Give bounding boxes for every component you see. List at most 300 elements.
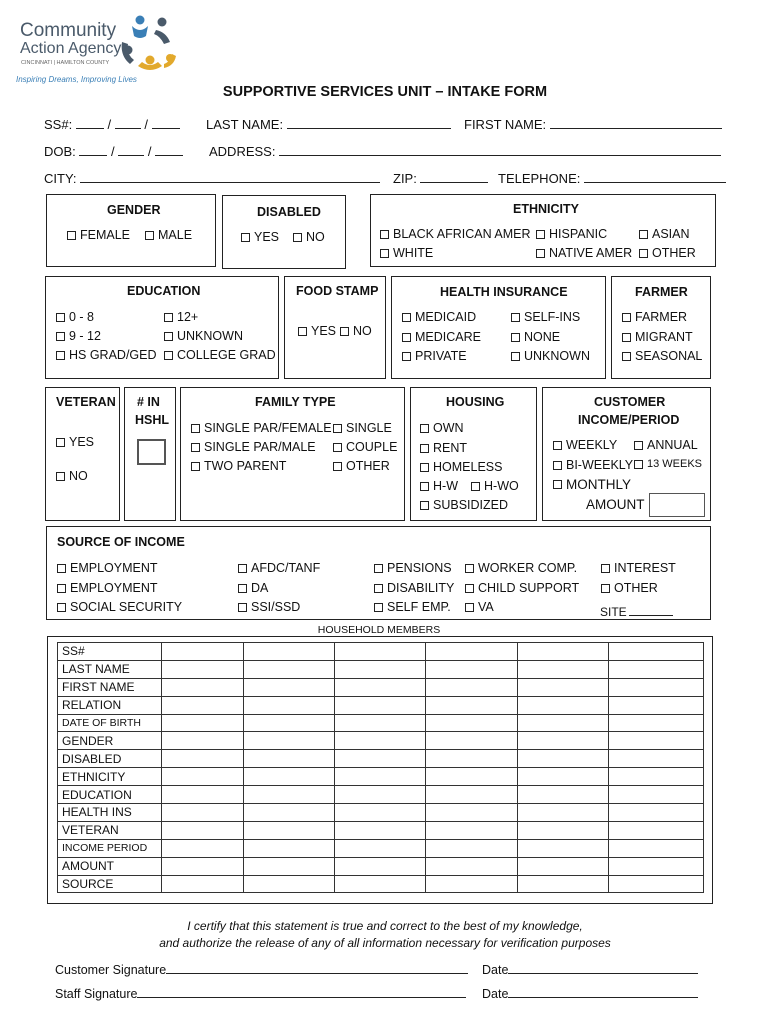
checkbox[interactable]: [56, 313, 65, 322]
housing-rent-option[interactable]: [420, 441, 467, 455]
member-cell[interactable]: [517, 678, 608, 696]
checkbox[interactable]: [238, 584, 247, 593]
education-9-12-option[interactable]: [56, 329, 101, 343]
customer-signature-field[interactable]: [166, 961, 468, 974]
checkbox[interactable]: [622, 333, 631, 342]
member-cell[interactable]: [517, 857, 608, 875]
option-label: WORKER COMP.: [478, 561, 578, 575]
option-label: YES: [311, 324, 337, 338]
health-self-ins-option[interactable]: [511, 310, 580, 324]
member-cell[interactable]: [517, 643, 608, 661]
checkbox[interactable]: [420, 482, 429, 491]
member-cell[interactable]: [517, 732, 608, 750]
family-type-box: [180, 387, 405, 521]
row-label: VETERAN: [58, 821, 162, 839]
last-name-field[interactable]: [287, 116, 451, 129]
checkbox[interactable]: [402, 313, 411, 322]
household-members-box: [47, 636, 713, 904]
option-label: NONE: [524, 330, 561, 344]
member-cell[interactable]: [608, 696, 703, 714]
option-label: 0 - 8: [69, 310, 95, 324]
row-label: EDUCATION: [58, 786, 162, 804]
checkbox[interactable]: [465, 584, 474, 593]
checkbox[interactable]: [57, 584, 66, 593]
member-cell[interactable]: [161, 732, 243, 750]
veteran-no-option[interactable]: [56, 469, 88, 483]
member-cell[interactable]: [608, 839, 703, 857]
checkbox[interactable]: [465, 603, 474, 612]
member-cell[interactable]: [517, 768, 608, 786]
ethnicity-hispanic-option[interactable]: [536, 227, 607, 241]
source-da-option[interactable]: [238, 581, 268, 595]
member-cell[interactable]: [161, 768, 243, 786]
source-va-option[interactable]: [465, 600, 494, 614]
member-cell[interactable]: [161, 643, 243, 661]
checkbox[interactable]: [333, 424, 342, 433]
health-private-option[interactable]: [402, 349, 467, 363]
member-cell[interactable]: [161, 786, 243, 804]
source-of-income-title: SOURCE OF INCOME: [57, 535, 185, 549]
personal-row-1: [44, 116, 180, 132]
option-label: SINGLE: [346, 421, 392, 435]
member-cell[interactable]: [161, 714, 243, 732]
member-cell[interactable]: [243, 786, 334, 804]
household-members-table: [57, 642, 704, 893]
site-field[interactable]: [629, 607, 673, 616]
household-count-field[interactable]: [137, 439, 166, 465]
member-cell[interactable]: [608, 660, 703, 678]
address-label: ADDRESS:: [209, 144, 276, 159]
gender-box: [46, 194, 216, 267]
family-single-male-option[interactable]: [191, 440, 316, 454]
first-name-group: [464, 116, 722, 132]
checkbox[interactable]: [420, 463, 429, 472]
first-name-field[interactable]: [550, 116, 722, 129]
member-cell[interactable]: [608, 678, 703, 696]
housing-homeless-option[interactable]: [420, 460, 502, 474]
veteran-yes-option[interactable]: [56, 435, 94, 449]
table-row: [58, 714, 704, 732]
checkbox[interactable]: [553, 441, 562, 450]
address-field[interactable]: [279, 143, 721, 156]
income-annual-option[interactable]: [634, 438, 698, 452]
checkbox[interactable]: [56, 332, 65, 341]
dob-month-field[interactable]: [79, 143, 107, 156]
member-cell[interactable]: [334, 857, 426, 875]
member-cell[interactable]: [608, 750, 703, 768]
member-cell[interactable]: [426, 714, 518, 732]
checkbox[interactable]: [164, 313, 173, 322]
option-label: OTHER: [614, 581, 658, 595]
checkbox[interactable]: [511, 352, 520, 361]
slash: /: [107, 117, 112, 132]
checkbox[interactable]: [553, 480, 562, 489]
member-cell[interactable]: [334, 643, 426, 661]
staff-date-field[interactable]: [508, 985, 698, 998]
member-cell[interactable]: [517, 821, 608, 839]
member-cell[interactable]: [161, 660, 243, 678]
education-0-8-option[interactable]: [56, 310, 94, 324]
dob-year-field[interactable]: [155, 143, 183, 156]
family-single-option[interactable]: [333, 421, 392, 435]
option-label: H-W: [433, 479, 458, 493]
checkbox[interactable]: [191, 443, 200, 452]
member-cell[interactable]: [517, 750, 608, 768]
ss-label: SS#:: [44, 117, 73, 132]
family-couple-option[interactable]: [333, 440, 397, 454]
ethnicity-other-option[interactable]: [639, 246, 696, 260]
staff-signature-field[interactable]: [137, 985, 466, 998]
member-cell[interactable]: [517, 839, 608, 857]
member-cell[interactable]: [334, 714, 426, 732]
checkbox[interactable]: [56, 438, 65, 447]
customer-signature-label: Customer Signature: [55, 963, 167, 977]
telephone-field[interactable]: [584, 170, 726, 183]
checkbox[interactable]: [634, 460, 643, 469]
income-weekly-option[interactable]: [553, 438, 617, 452]
option-label: ASIAN: [652, 227, 690, 241]
farmer-farmer-option[interactable]: [622, 310, 687, 324]
member-cell[interactable]: [334, 696, 426, 714]
income-monthly-option[interactable]: [553, 477, 631, 492]
member-cell[interactable]: [243, 821, 334, 839]
ethnicity-asian-option[interactable]: [639, 227, 690, 241]
checkbox[interactable]: [420, 501, 429, 510]
checkbox[interactable]: [601, 564, 610, 573]
checkbox[interactable]: [374, 603, 383, 612]
member-cell[interactable]: [243, 696, 334, 714]
member-cell[interactable]: [426, 660, 518, 678]
option-label: NO: [306, 230, 325, 244]
checkbox[interactable]: [56, 472, 65, 481]
member-cell[interactable]: [426, 875, 518, 893]
member-cell[interactable]: [426, 768, 518, 786]
disabled-yes-option[interactable]: [241, 230, 279, 244]
member-cell[interactable]: [243, 857, 334, 875]
checkbox[interactable]: [511, 333, 520, 342]
household-count-title-line1: # IN: [137, 395, 160, 409]
member-cell[interactable]: [608, 875, 703, 893]
checkbox[interactable]: [402, 333, 411, 342]
checkbox[interactable]: [164, 332, 173, 341]
option-label: WEEKLY: [566, 438, 618, 452]
checkbox[interactable]: [402, 352, 411, 361]
checkbox[interactable]: [380, 230, 389, 239]
member-cell[interactable]: [243, 768, 334, 786]
checkbox[interactable]: [465, 564, 474, 573]
member-cell[interactable]: [243, 875, 334, 893]
row-label: FIRST NAME: [58, 678, 162, 696]
education-12plus-option[interactable]: [164, 310, 198, 324]
ss-part2-field[interactable]: [115, 116, 141, 129]
checkbox[interactable]: [164, 351, 173, 360]
source-employment-option[interactable]: [57, 561, 158, 575]
food-stamp-title: FOOD STAMP: [296, 284, 379, 298]
member-cell[interactable]: [161, 857, 243, 875]
housing-h-wo-option[interactable]: [471, 479, 519, 493]
source-afdc-tanf-option[interactable]: [238, 561, 320, 575]
last-name-label: LAST NAME:: [206, 117, 284, 132]
checkbox[interactable]: [238, 564, 247, 573]
table-row: [58, 750, 704, 768]
member-cell[interactable]: [334, 821, 426, 839]
option-label: SINGLE PAR/MALE: [204, 440, 316, 454]
member-cell[interactable]: [334, 875, 426, 893]
option-label: SSI/SSD: [251, 600, 301, 614]
option-label: SELF-INS: [524, 310, 581, 324]
checkbox[interactable]: [241, 233, 250, 242]
checkbox[interactable]: [191, 424, 200, 433]
checkbox[interactable]: [622, 352, 631, 361]
checkbox[interactable]: [57, 564, 66, 573]
ss-part3-field[interactable]: [152, 116, 180, 129]
member-cell[interactable]: [161, 821, 243, 839]
member-cell[interactable]: [243, 660, 334, 678]
agency-tagline: Inspiring Dreams, Improving Lives: [16, 75, 137, 84]
option-label: H-WO: [484, 479, 519, 493]
member-cell[interactable]: [608, 732, 703, 750]
city-field[interactable]: [80, 170, 380, 183]
member-cell[interactable]: [517, 660, 608, 678]
family-single-female-option[interactable]: [191, 421, 332, 435]
checkbox[interactable]: [639, 249, 648, 258]
address-group: [209, 143, 721, 159]
member-cell[interactable]: [243, 732, 334, 750]
member-cell[interactable]: [608, 768, 703, 786]
member-cell[interactable]: [334, 786, 426, 804]
health-unknown-option[interactable]: [511, 349, 590, 363]
row-label: HEALTH INS: [58, 804, 162, 822]
health-none-option[interactable]: [511, 330, 560, 344]
member-cell[interactable]: [243, 804, 334, 822]
member-cell[interactable]: [161, 875, 243, 893]
row-label: RELATION: [58, 696, 162, 714]
checkbox[interactable]: [333, 443, 342, 452]
source-employment-2-option[interactable]: [57, 581, 158, 595]
customer-date-field[interactable]: [508, 961, 698, 974]
option-label: OTHER: [652, 246, 696, 260]
member-cell[interactable]: [334, 660, 426, 678]
farmer-migrant-option[interactable]: [622, 330, 693, 344]
source-worker-comp-option[interactable]: [465, 561, 577, 575]
member-cell[interactable]: [161, 839, 243, 857]
option-label: SELF EMP.: [387, 600, 451, 614]
zip-field[interactable]: [420, 170, 488, 183]
source-disability-option[interactable]: [374, 581, 454, 595]
checkbox[interactable]: [238, 603, 247, 612]
housing-h-w-option[interactable]: [420, 479, 458, 493]
member-cell[interactable]: [334, 732, 426, 750]
gender-male-option[interactable]: [145, 228, 192, 242]
checkbox[interactable]: [420, 424, 429, 433]
source-child-support-option[interactable]: [465, 581, 579, 595]
member-cell[interactable]: [426, 750, 518, 768]
option-label: HOMELESS: [433, 460, 503, 474]
education-hs-grad-option[interactable]: [56, 348, 157, 362]
member-cell[interactable]: [161, 696, 243, 714]
member-cell[interactable]: [608, 714, 703, 732]
family-two-parent-option[interactable]: [191, 459, 286, 473]
household-count-box: [124, 387, 176, 521]
member-cell[interactable]: [608, 857, 703, 875]
checkbox[interactable]: [293, 233, 302, 242]
checkbox[interactable]: [471, 482, 480, 491]
health-medicare-option[interactable]: [402, 330, 481, 344]
option-label: EMPLOYMENT: [70, 581, 158, 595]
source-self-emp-option[interactable]: [374, 600, 451, 614]
member-cell[interactable]: [608, 643, 703, 661]
table-row: [58, 643, 704, 661]
source-pensions-option[interactable]: [374, 561, 452, 575]
member-cell[interactable]: [426, 804, 518, 822]
option-label: NO: [353, 324, 372, 338]
checkbox[interactable]: [57, 603, 66, 612]
member-cell[interactable]: [608, 821, 703, 839]
checkbox[interactable]: [145, 231, 154, 240]
source-other-option[interactable]: [601, 581, 658, 595]
checkbox[interactable]: [298, 327, 307, 336]
ethnicity-native-option[interactable]: [536, 246, 632, 260]
education-unknown-option[interactable]: [164, 329, 243, 343]
table-row: [58, 839, 704, 857]
source-of-income-box: [46, 526, 711, 620]
member-cell[interactable]: [426, 732, 518, 750]
checkbox[interactable]: [553, 461, 562, 470]
member-cell[interactable]: [426, 696, 518, 714]
source-interest-option[interactable]: [601, 561, 676, 575]
option-label: YES: [254, 230, 280, 244]
checkbox[interactable]: [622, 313, 631, 322]
member-cell[interactable]: [517, 696, 608, 714]
option-label: HISPANIC: [549, 227, 608, 241]
table-row: [58, 678, 704, 696]
member-cell[interactable]: [334, 678, 426, 696]
checkbox[interactable]: [536, 249, 545, 258]
option-label: PRIVATE: [415, 349, 467, 363]
staff-signature-group: [55, 985, 466, 1001]
slash: /: [147, 144, 152, 159]
checkbox[interactable]: [56, 351, 65, 360]
member-cell[interactable]: [426, 857, 518, 875]
farmer-seasonal-option[interactable]: [622, 349, 702, 363]
member-cell[interactable]: [426, 821, 518, 839]
checkbox[interactable]: [374, 584, 383, 593]
option-label: UNKNOWN: [524, 349, 590, 363]
customer-income-title-line2: INCOME/PERIOD: [578, 413, 680, 427]
option-label: BLACK AFRICAN AMER: [393, 227, 531, 241]
housing-own-option[interactable]: [420, 421, 464, 435]
family-other-option[interactable]: [333, 459, 390, 473]
income-13-weeks-option[interactable]: [634, 458, 702, 470]
option-label: HS GRAD/GED: [69, 348, 157, 362]
checkbox[interactable]: [380, 249, 389, 258]
disabled-no-option[interactable]: [293, 230, 325, 244]
member-cell[interactable]: [243, 839, 334, 857]
housing-box: [410, 387, 537, 521]
checkbox[interactable]: [420, 444, 429, 453]
row-label: SOURCE: [58, 875, 162, 893]
amount-field[interactable]: [649, 493, 705, 517]
member-cell[interactable]: [608, 786, 703, 804]
option-label: VA: [478, 600, 494, 614]
customer-income-title-line1: CUSTOMER: [594, 395, 666, 409]
member-cell[interactable]: [334, 750, 426, 768]
member-cell[interactable]: [243, 678, 334, 696]
source-ssi-ssd-option[interactable]: [238, 600, 300, 614]
education-college-option[interactable]: [164, 348, 276, 362]
member-cell[interactable]: [334, 804, 426, 822]
farmer-box: [611, 276, 711, 379]
checkbox[interactable]: [191, 462, 200, 471]
checkbox[interactable]: [333, 462, 342, 471]
option-label: FARMER: [635, 310, 688, 324]
option-label: COUPLE: [346, 440, 398, 454]
option-label: RENT: [433, 441, 468, 455]
member-cell[interactable]: [161, 804, 243, 822]
option-label: SEASONAL: [635, 349, 703, 363]
food-stamp-no-option[interactable]: [340, 324, 372, 338]
ethnicity-black-option[interactable]: [380, 227, 531, 241]
member-cell[interactable]: [426, 643, 518, 661]
member-cell[interactable]: [243, 643, 334, 661]
income-bi-weekly-option[interactable]: [553, 458, 633, 472]
dob-day-field[interactable]: [118, 143, 144, 156]
option-label: MIGRANT: [635, 330, 693, 344]
member-cell[interactable]: [243, 714, 334, 732]
member-cell[interactable]: [161, 678, 243, 696]
member-cell[interactable]: [517, 875, 608, 893]
slash: /: [111, 144, 115, 159]
row-label: LAST NAME: [58, 660, 162, 678]
member-cell[interactable]: [334, 768, 426, 786]
housing-subsidized-option[interactable]: [420, 498, 508, 512]
household-members-title: HOUSEHOLD MEMBERS: [317, 624, 441, 636]
health-medicaid-option[interactable]: [402, 310, 476, 324]
checkbox[interactable]: [340, 327, 349, 336]
member-cell[interactable]: [426, 839, 518, 857]
option-label: SUBSIDIZED: [433, 498, 509, 512]
option-label: ANNUAL: [647, 438, 698, 452]
ethnicity-white-option[interactable]: [380, 246, 433, 260]
source-social-security-option[interactable]: [57, 600, 182, 614]
member-cell[interactable]: [608, 804, 703, 822]
food-stamp-yes-option[interactable]: [298, 324, 336, 338]
table-row: [58, 821, 704, 839]
checkbox[interactable]: [67, 231, 76, 240]
gender-female-option[interactable]: [67, 228, 130, 242]
member-cell[interactable]: [517, 804, 608, 822]
checkbox[interactable]: [374, 564, 383, 573]
ss-part1-field[interactable]: [76, 116, 104, 129]
member-cell[interactable]: [517, 786, 608, 804]
member-cell[interactable]: [243, 750, 334, 768]
member-cell[interactable]: [426, 678, 518, 696]
row-label: INCOME PERIOD: [58, 839, 162, 857]
checkbox[interactable]: [601, 584, 610, 593]
member-cell[interactable]: [334, 839, 426, 857]
option-label: INTEREST: [614, 561, 676, 575]
checkbox[interactable]: [639, 230, 648, 239]
member-cell[interactable]: [161, 750, 243, 768]
certification-line1: I certify that this statement is true and correct to the best of my knowledge,: [187, 919, 583, 933]
member-cell[interactable]: [517, 714, 608, 732]
option-label: NATIVE AMER: [549, 246, 633, 260]
checkbox[interactable]: [536, 230, 545, 239]
member-cell[interactable]: [426, 786, 518, 804]
amount-label: AMOUNT: [586, 497, 645, 512]
checkbox[interactable]: [511, 313, 520, 322]
checkbox[interactable]: [634, 441, 643, 450]
